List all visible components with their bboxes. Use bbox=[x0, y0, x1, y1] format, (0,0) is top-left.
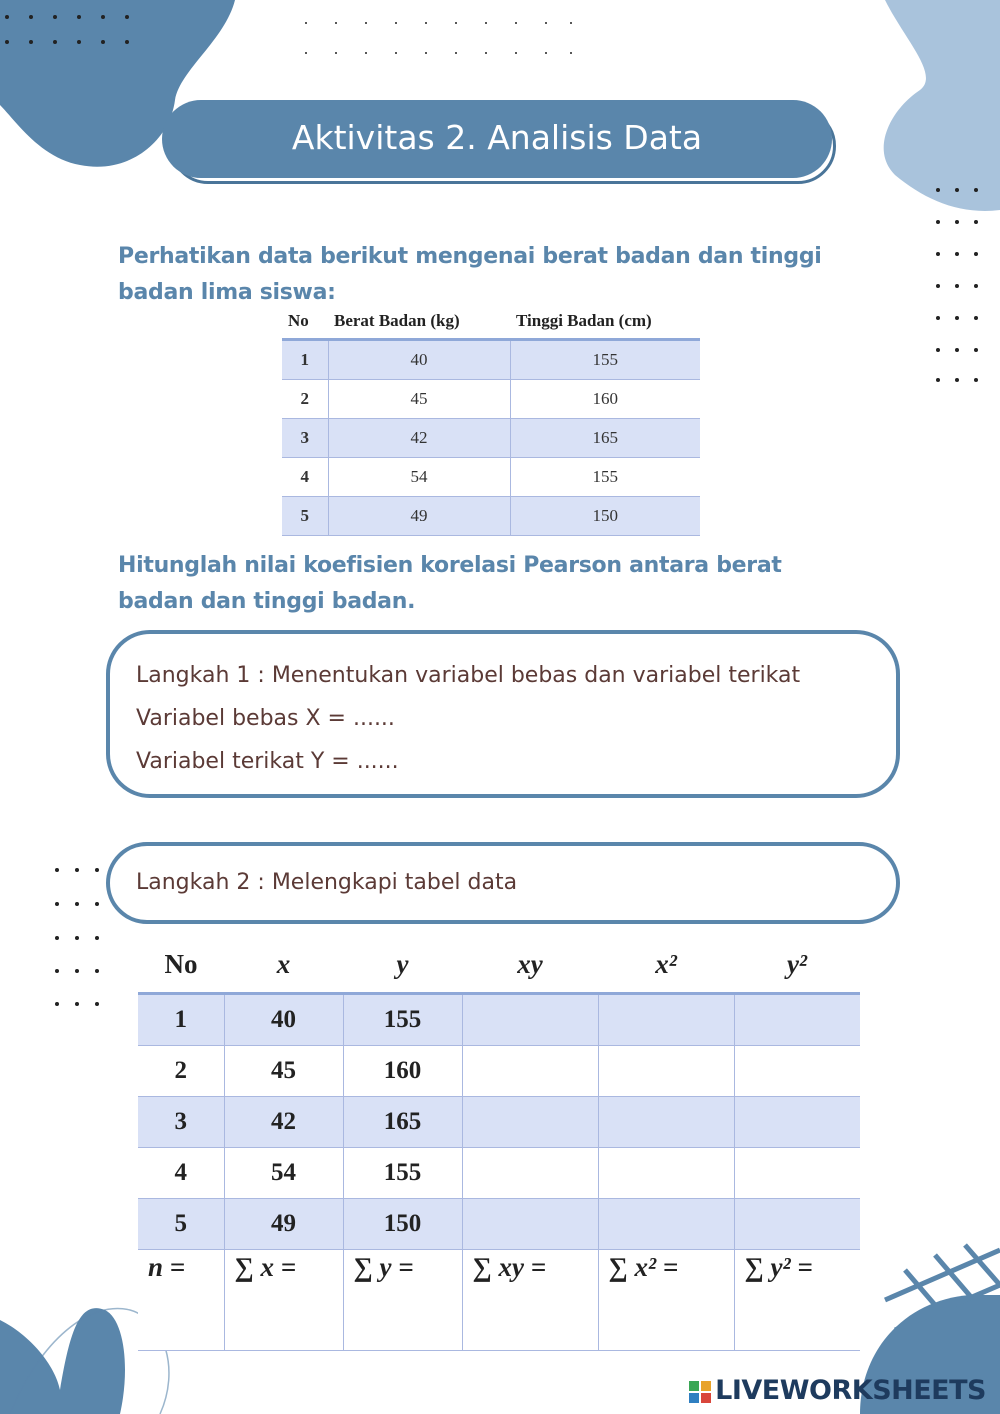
question-text bbox=[118, 548, 782, 620]
cell-xy-input[interactable] bbox=[462, 1046, 598, 1097]
row-berat: 42 bbox=[328, 419, 510, 458]
table-row bbox=[282, 458, 700, 497]
sum-xy[interactable]: ∑ xy = bbox=[462, 1250, 598, 1351]
row-tinggi: 150 bbox=[510, 497, 700, 536]
header-y-squared: y² bbox=[734, 936, 860, 994]
table-row bbox=[138, 1148, 860, 1199]
header-x: x bbox=[224, 936, 343, 994]
row-berat: 45 bbox=[328, 380, 510, 419]
cell-no: 4 bbox=[138, 1148, 224, 1199]
cell-y2-input[interactable] bbox=[734, 1199, 860, 1250]
bottom-left-leaf bbox=[0, 1308, 125, 1414]
sum-x[interactable]: ∑ x = bbox=[224, 1250, 343, 1351]
cell-x2-input[interactable] bbox=[598, 1046, 734, 1097]
cell-x: 40 bbox=[224, 994, 343, 1046]
data-table-header bbox=[282, 304, 700, 340]
cell-y2-input[interactable] bbox=[734, 1148, 860, 1199]
table-row bbox=[138, 1199, 860, 1250]
table-row bbox=[138, 1097, 860, 1148]
row-tinggi: 155 bbox=[510, 340, 700, 380]
intro-line-1: Perhatikan data berikut mengenai berat badan dan tinggi bbox=[118, 244, 822, 269]
row-berat: 54 bbox=[328, 458, 510, 497]
header-berat: Berat Badan (kg) bbox=[328, 304, 510, 340]
step1-box bbox=[106, 630, 900, 798]
table-row bbox=[282, 380, 700, 419]
cell-y: 155 bbox=[343, 994, 462, 1046]
sum-row bbox=[138, 1250, 860, 1351]
calc-table bbox=[138, 936, 860, 1351]
step2-box bbox=[106, 842, 900, 924]
sum-n[interactable]: n = bbox=[138, 1250, 224, 1351]
cell-x: 49 bbox=[224, 1199, 343, 1250]
cell-no: 5 bbox=[138, 1199, 224, 1250]
header-no: No bbox=[138, 936, 224, 994]
table-row bbox=[282, 419, 700, 458]
header-y: y bbox=[343, 936, 462, 994]
row-berat: 40 bbox=[328, 340, 510, 380]
header-no: No bbox=[282, 304, 328, 340]
step1-variabel-bebas[interactable]: Variabel bebas X = ...... bbox=[136, 706, 395, 731]
row-no: 3 bbox=[282, 419, 328, 458]
header-tinggi: Tinggi Badan (cm) bbox=[510, 304, 700, 340]
row-no: 5 bbox=[282, 497, 328, 536]
calc-table-header bbox=[138, 936, 860, 994]
table-row bbox=[282, 497, 700, 536]
intro-line-2: badan lima siswa: bbox=[118, 280, 336, 305]
cell-x2-input[interactable] bbox=[598, 1199, 734, 1250]
table-row bbox=[282, 340, 700, 380]
cell-x2-input[interactable] bbox=[598, 1097, 734, 1148]
cell-y2-input[interactable] bbox=[734, 1097, 860, 1148]
cell-no: 2 bbox=[138, 1046, 224, 1097]
cell-x: 54 bbox=[224, 1148, 343, 1199]
cell-x: 42 bbox=[224, 1097, 343, 1148]
cell-y: 155 bbox=[343, 1148, 462, 1199]
row-tinggi: 165 bbox=[510, 419, 700, 458]
row-no: 2 bbox=[282, 380, 328, 419]
cell-y: 160 bbox=[343, 1046, 462, 1097]
page-title: Aktivitas 2. Analisis Data bbox=[162, 100, 832, 178]
row-no: 4 bbox=[282, 458, 328, 497]
row-tinggi: 160 bbox=[510, 380, 700, 419]
cell-xy-input[interactable] bbox=[462, 1199, 598, 1250]
header-xy: xy bbox=[462, 936, 598, 994]
cell-x2-input[interactable] bbox=[598, 1148, 734, 1199]
sum-x-squared[interactable]: ∑ x² = bbox=[598, 1250, 734, 1351]
cell-no: 1 bbox=[138, 994, 224, 1046]
liveworksheets-logo-icon bbox=[689, 1381, 711, 1403]
row-tinggi: 155 bbox=[510, 458, 700, 497]
intro-text bbox=[118, 239, 822, 311]
cell-no: 3 bbox=[138, 1097, 224, 1148]
row-berat: 49 bbox=[328, 497, 510, 536]
header-x-squared: x² bbox=[598, 936, 734, 994]
top-right-blob bbox=[884, 0, 1000, 211]
step1-variabel-terikat[interactable]: Variabel terikat Y = ...... bbox=[136, 749, 399, 774]
step1-title: Langkah 1 : Menentukan variabel bebas dan variabel terikat bbox=[136, 663, 801, 688]
cell-xy-input[interactable] bbox=[462, 1097, 598, 1148]
logo-text: LIVEWORKSHEETS bbox=[715, 1375, 986, 1406]
cell-y2-input[interactable] bbox=[734, 994, 860, 1046]
cell-y2-input[interactable] bbox=[734, 1046, 860, 1097]
data-table bbox=[282, 304, 700, 536]
table-row bbox=[138, 1046, 860, 1097]
cell-x: 45 bbox=[224, 1046, 343, 1097]
cell-y: 150 bbox=[343, 1199, 462, 1250]
question-line-1: Hitunglah nilai koefisien korelasi Pearson antara berat bbox=[118, 553, 782, 578]
table-row bbox=[138, 994, 860, 1046]
row-no: 1 bbox=[282, 340, 328, 380]
cell-y: 165 bbox=[343, 1097, 462, 1148]
cell-xy-input[interactable] bbox=[462, 994, 598, 1046]
sum-y[interactable]: ∑ y = bbox=[343, 1250, 462, 1351]
cell-x2-input[interactable] bbox=[598, 994, 734, 1046]
liveworksheets-logo bbox=[689, 1375, 986, 1406]
step2-title: Langkah 2 : Melengkapi tabel data bbox=[136, 870, 518, 895]
question-line-2: badan dan tinggi badan. bbox=[118, 589, 416, 614]
sum-y-squared[interactable]: ∑ y² = bbox=[734, 1250, 860, 1351]
cell-xy-input[interactable] bbox=[462, 1148, 598, 1199]
